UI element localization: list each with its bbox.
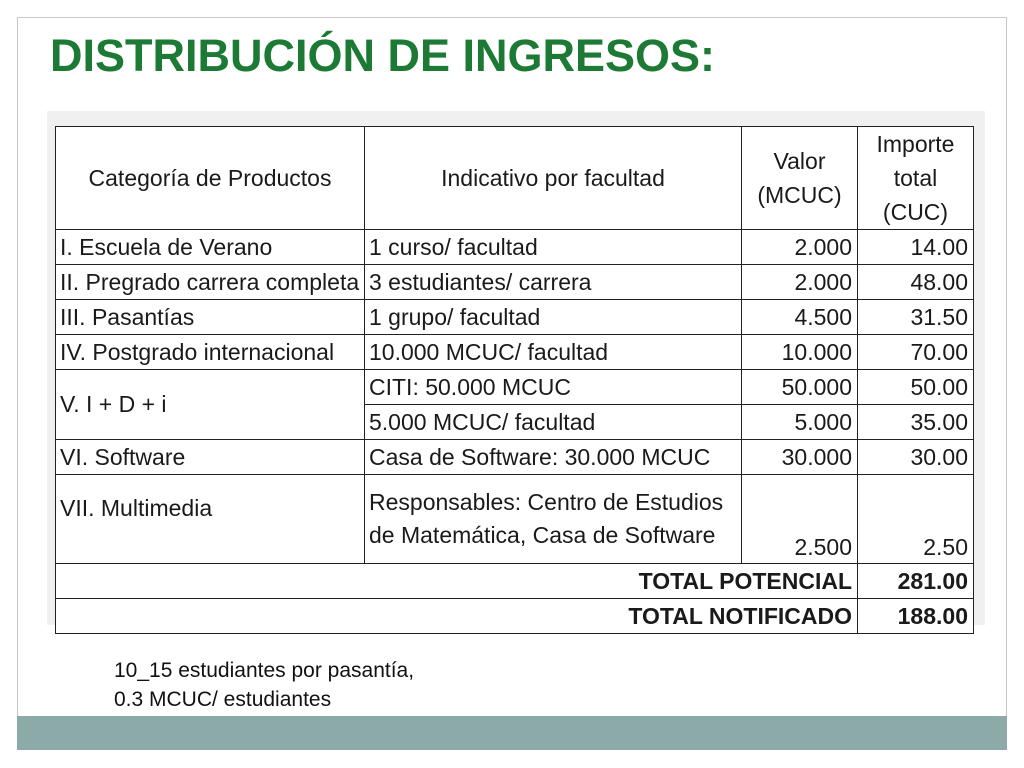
row-indicativo: CITI: 50.000 MCUC [365, 370, 742, 405]
row-importe: 2.50 [858, 475, 974, 564]
row-importe: 30.00 [858, 440, 974, 475]
row-valor: 5.000 [742, 405, 858, 440]
total-notificado-label: TOTAL NOTIFICADO [56, 599, 858, 634]
table-row [56, 440, 974, 475]
row-categoria: III. Pasantías [56, 300, 365, 335]
table-header-row [56, 127, 974, 230]
header-importe-line3: (CUC) [882, 199, 949, 225]
row-indicativo-line1: Responsables: Centro de Estudios [369, 489, 724, 515]
row-importe: 50.00 [858, 370, 974, 405]
row-categoria: II. Pregrado carrera completa [56, 265, 365, 300]
row-indicativo: 1 curso/ facultad [365, 230, 742, 265]
row-indicativo-line2: de Matemática, Casa de Software [369, 522, 716, 548]
row-categoria: VII. Multimedia [56, 475, 365, 564]
table-row [56, 370, 974, 405]
header-importe [858, 127, 974, 230]
row-valor: 50.000 [742, 370, 858, 405]
table-row [56, 230, 974, 265]
total-row [56, 564, 974, 599]
slide-title: DISTRIBUCIÓN DE INGRESOS: [50, 30, 716, 81]
row-valor: 30.000 [742, 440, 858, 475]
header-indicativo: Indicativo por facultad [365, 127, 742, 230]
row-importe: 70.00 [858, 335, 974, 370]
footnote [114, 656, 414, 714]
header-categoria: Categoría de Productos [56, 127, 365, 230]
income-distribution-table [55, 126, 974, 634]
row-importe: 31.50 [858, 300, 974, 335]
total-potencial-label: TOTAL POTENCIAL [56, 564, 858, 599]
header-valor [742, 127, 858, 230]
table-row [56, 475, 974, 564]
row-indicativo: 10.000 MCUC/ facultad [365, 335, 742, 370]
row-categoria: I. Escuela de Verano [56, 230, 365, 265]
table-row [56, 265, 974, 300]
row-importe: 14.00 [858, 230, 974, 265]
row-categoria: V. I + D + i [56, 370, 365, 440]
row-indicativo: 3 estudiantes/ carrera [365, 265, 742, 300]
row-valor: 2.000 [742, 230, 858, 265]
total-notificado-value: 188.00 [858, 599, 974, 634]
row-importe: 35.00 [858, 405, 974, 440]
row-categoria: IV. Postgrado internacional [56, 335, 365, 370]
total-potencial-value: 281.00 [858, 564, 974, 599]
row-indicativo: Casa de Software: 30.000 MCUC [365, 440, 742, 475]
row-valor: 10.000 [742, 335, 858, 370]
header-importe-line1: Importe [876, 131, 955, 157]
row-valor: 4.500 [742, 300, 858, 335]
table-row [56, 300, 974, 335]
row-indicativo: 1 grupo/ facultad [365, 300, 742, 335]
table-row [56, 335, 974, 370]
row-categoria: VI. Software [56, 440, 365, 475]
row-importe: 48.00 [858, 265, 974, 300]
header-importe-line2: total [893, 165, 938, 191]
row-valor: 2.500 [742, 475, 858, 564]
header-valor-line2: (MCUC) [757, 182, 842, 208]
footnote-line2: 0.3 MCUC/ estudiantes [114, 688, 332, 711]
footer-bar [17, 716, 1007, 750]
row-valor: 2.000 [742, 265, 858, 300]
row-indicativo: 5.000 MCUC/ facultad [365, 405, 742, 440]
header-valor-line1: Valor [773, 148, 826, 174]
row-indicativo [365, 475, 742, 564]
footnote-line1: 10_15 estudiantes por pasantía, [114, 659, 415, 682]
total-row [56, 599, 974, 634]
